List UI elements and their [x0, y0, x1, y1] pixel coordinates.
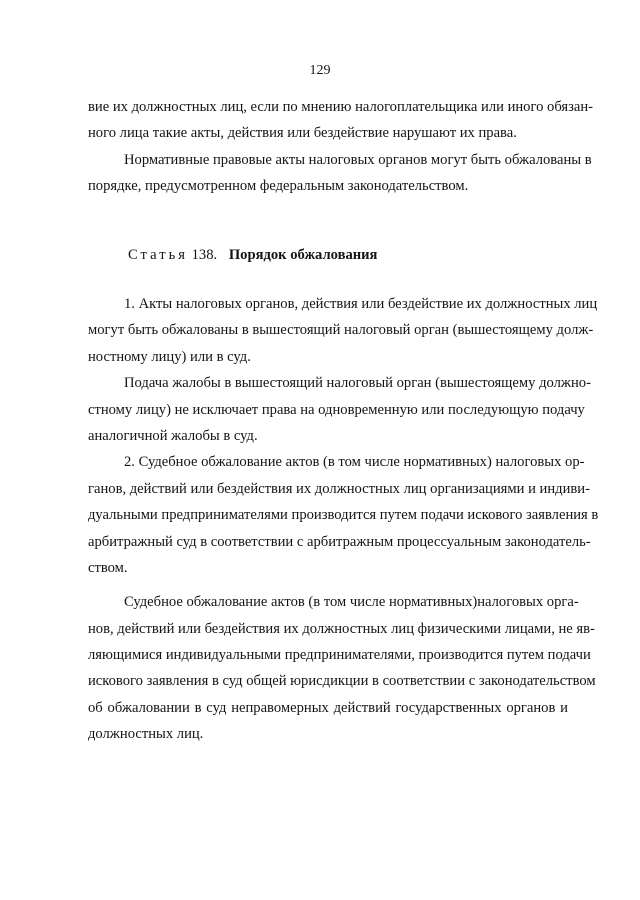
- article-label: Статья: [128, 247, 188, 263]
- article-heading: [128, 245, 377, 265]
- text-line: стному лицу) не исключает права на одновременную или последующую подачу: [88, 401, 585, 418]
- text-line: Судебное обжалование актов (в том числе нормативных)налоговых орга-: [124, 594, 579, 611]
- text-line: искового заявления в суд общей юрисдикции в соответствии с законодательством: [88, 673, 596, 690]
- text-line: Подача жалобы в вышестоящий налоговый орган (вышестоящему должно-: [124, 375, 591, 392]
- text-line: нов, действий или бездействия их должностных лиц физическими лицами, не яв-: [88, 620, 595, 637]
- article-number: 138.: [191, 247, 218, 263]
- text-line: арбитражный суд в соответствии с арбитражным процессуальным законодатель-: [88, 533, 591, 550]
- text-line: 1. Акты налоговых органов, действия или бездействие их должностных лиц: [124, 296, 598, 312]
- text-line: ством.: [88, 559, 128, 576]
- page-number: 129: [309, 63, 331, 78]
- text-line: Нормативные правовые акты налоговых органов могут быть обжалованы в: [124, 151, 592, 168]
- text-line: 2. Судебное обжалование актов (в том числе нормативных) налоговых ор-: [124, 454, 585, 471]
- text-line: порядке, предусмотренном федеральным законодательством.: [88, 178, 469, 195]
- text-line: дуальными предпринимателями производится путем подачи искового заявления в: [88, 507, 599, 524]
- article-title: Порядок обжалования: [228, 247, 378, 263]
- text-line: должностных лиц.: [88, 726, 204, 743]
- text-line: ностному лицу) или в суд.: [88, 348, 251, 365]
- text-line: вие их должностных лиц, если по мнению налогоплательщика или иного обязан-: [88, 99, 594, 115]
- text-line: ганов, действий или бездействия их должностных лиц организациями и индиви-: [88, 480, 590, 497]
- text-line: аналогичной жалобы в суд.: [88, 427, 258, 444]
- article-body: [88, 291, 599, 748]
- intro-paragraphs: [88, 94, 594, 200]
- text-line: об обжаловании в суд неправомерных действий государственных органов и: [88, 699, 568, 716]
- text-line: могут быть обжалованы в вышестоящий налоговый орган (вышестоящему долж-: [88, 322, 594, 339]
- text-line: ляющимися индивидуальными предпринимателями, производится путем подачи: [88, 647, 591, 664]
- text-line: ного лица такие акты, действия или бездействие нарушают их права.: [88, 125, 517, 142]
